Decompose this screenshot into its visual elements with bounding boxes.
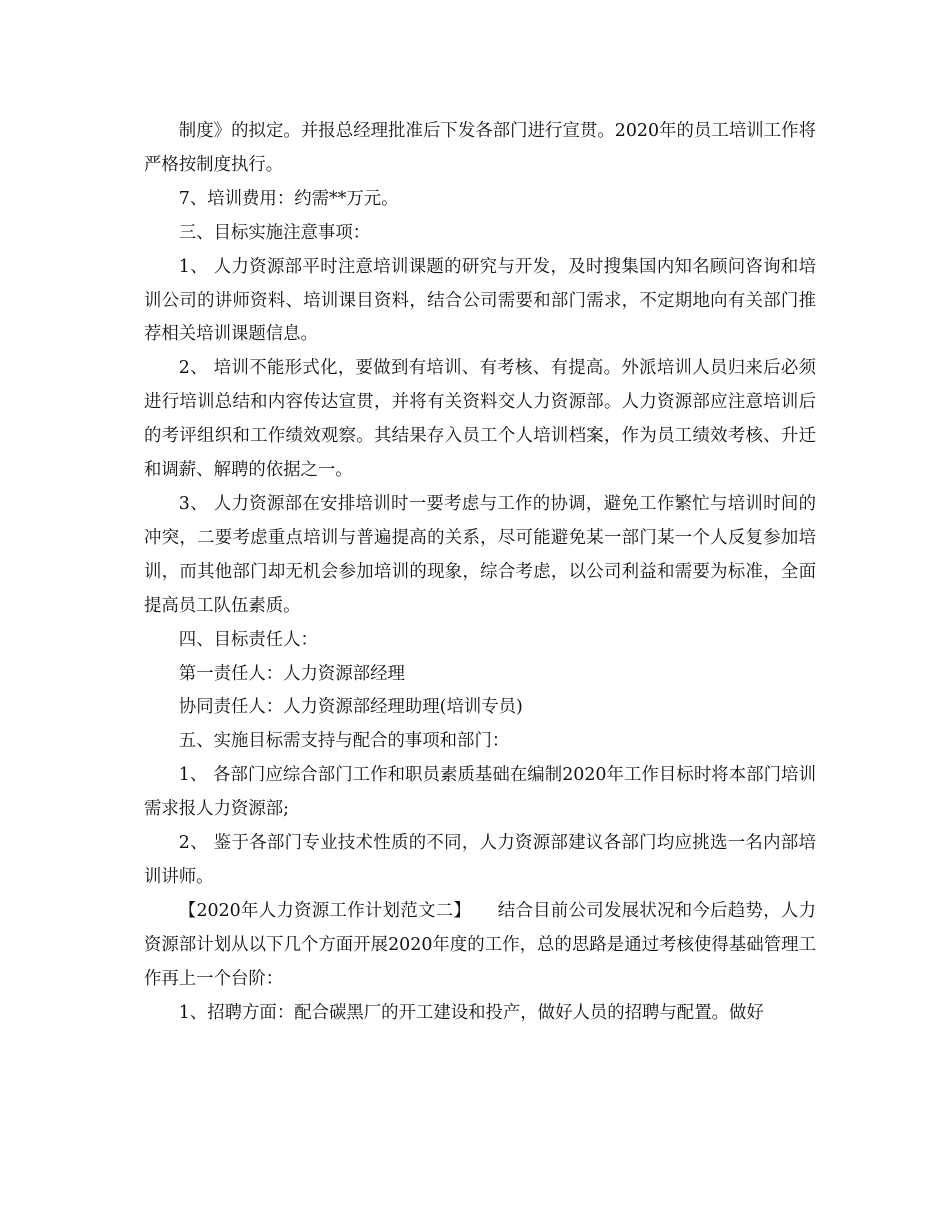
paragraph-note-2: 2、 培训不能形式化，要做到有培训、有考核、有提高。外派培训人员归来后必须进行培训总结和内容传达宣贯，并将有关资料交人力资源部。人力资源部应注意培训后的考评组织和工作绩效观察。其结果存入员工个人培训档案，作为员工绩效考核、升迁和调薪、解聘的依据之一。	[144, 358, 816, 481]
heading-support-departments: 五、实施目标需支持与配合的事项和部门：	[178, 731, 510, 752]
paragraph-support-2: 2、 鉴于各部门专业技术性质的不同，人力资源部建议各部门均应挑选一名内部培训讲师。	[144, 833, 816, 887]
paragraph-support-1: 1、 各部门应综合部门工作和职员素质基础在编制2020年工作目标时将本部门培训需求报人力资源部;	[144, 765, 816, 820]
paragraph-note-1: 1、 人力资源部平时注意培训课题的研究与开发，及时搜集国内知名顾问咨询和培训公司的讲师资料、培训课目资料，结合公司需要和部门需求，不定期地向有关部门推荐相关培训课题信息。	[144, 256, 816, 345]
paragraph-recruitment: 1、招聘方面：配合碳黑厂的开工建设和投产，做好人员的招聘与配置。做好	[178, 1002, 764, 1023]
paragraph-training-cost: 7、培训费用：约需**万元。	[178, 188, 399, 209]
paragraph-first-responsible: 第一责任人：人力资源部经理	[178, 663, 405, 684]
heading-implementation-notes: 三、目标实施注意事项：	[178, 222, 371, 243]
heading-responsible-persons: 四、目标责任人：	[178, 629, 318, 650]
paragraph-co-responsible: 协同责任人：人力资源部经理助理(培训专员)	[178, 697, 523, 718]
document-body	[144, 115, 816, 1030]
paragraph-note-3: 3、 人力资源部在安排培训时一要考虑与工作的协调，避免工作繁忙与培训时间的冲突，二要考虑重点培训与普遍提高的关系，尽可能避免某一部门某一个人反复参加培训，而其他部门却无机会参加培训的现象，综合考虑，以公司利益和需要为标准，全面提高员工队伍素质。	[144, 493, 816, 616]
paragraph-sample-two-intro: 【2020年人力资源工作计划范文二】 结合目前公司发展状况和今后趋势，人力资源部计划从以下几个方面开展2020年度的工作，总的思路是通过考核使得基础管理工作再上一个台阶：	[144, 900, 816, 989]
paragraph-system-drafting: 制度》的拟定。并报总经理批准后下发各部门进行宣贯。2020年的员工培训工作将严格按制度执行。	[144, 121, 816, 175]
